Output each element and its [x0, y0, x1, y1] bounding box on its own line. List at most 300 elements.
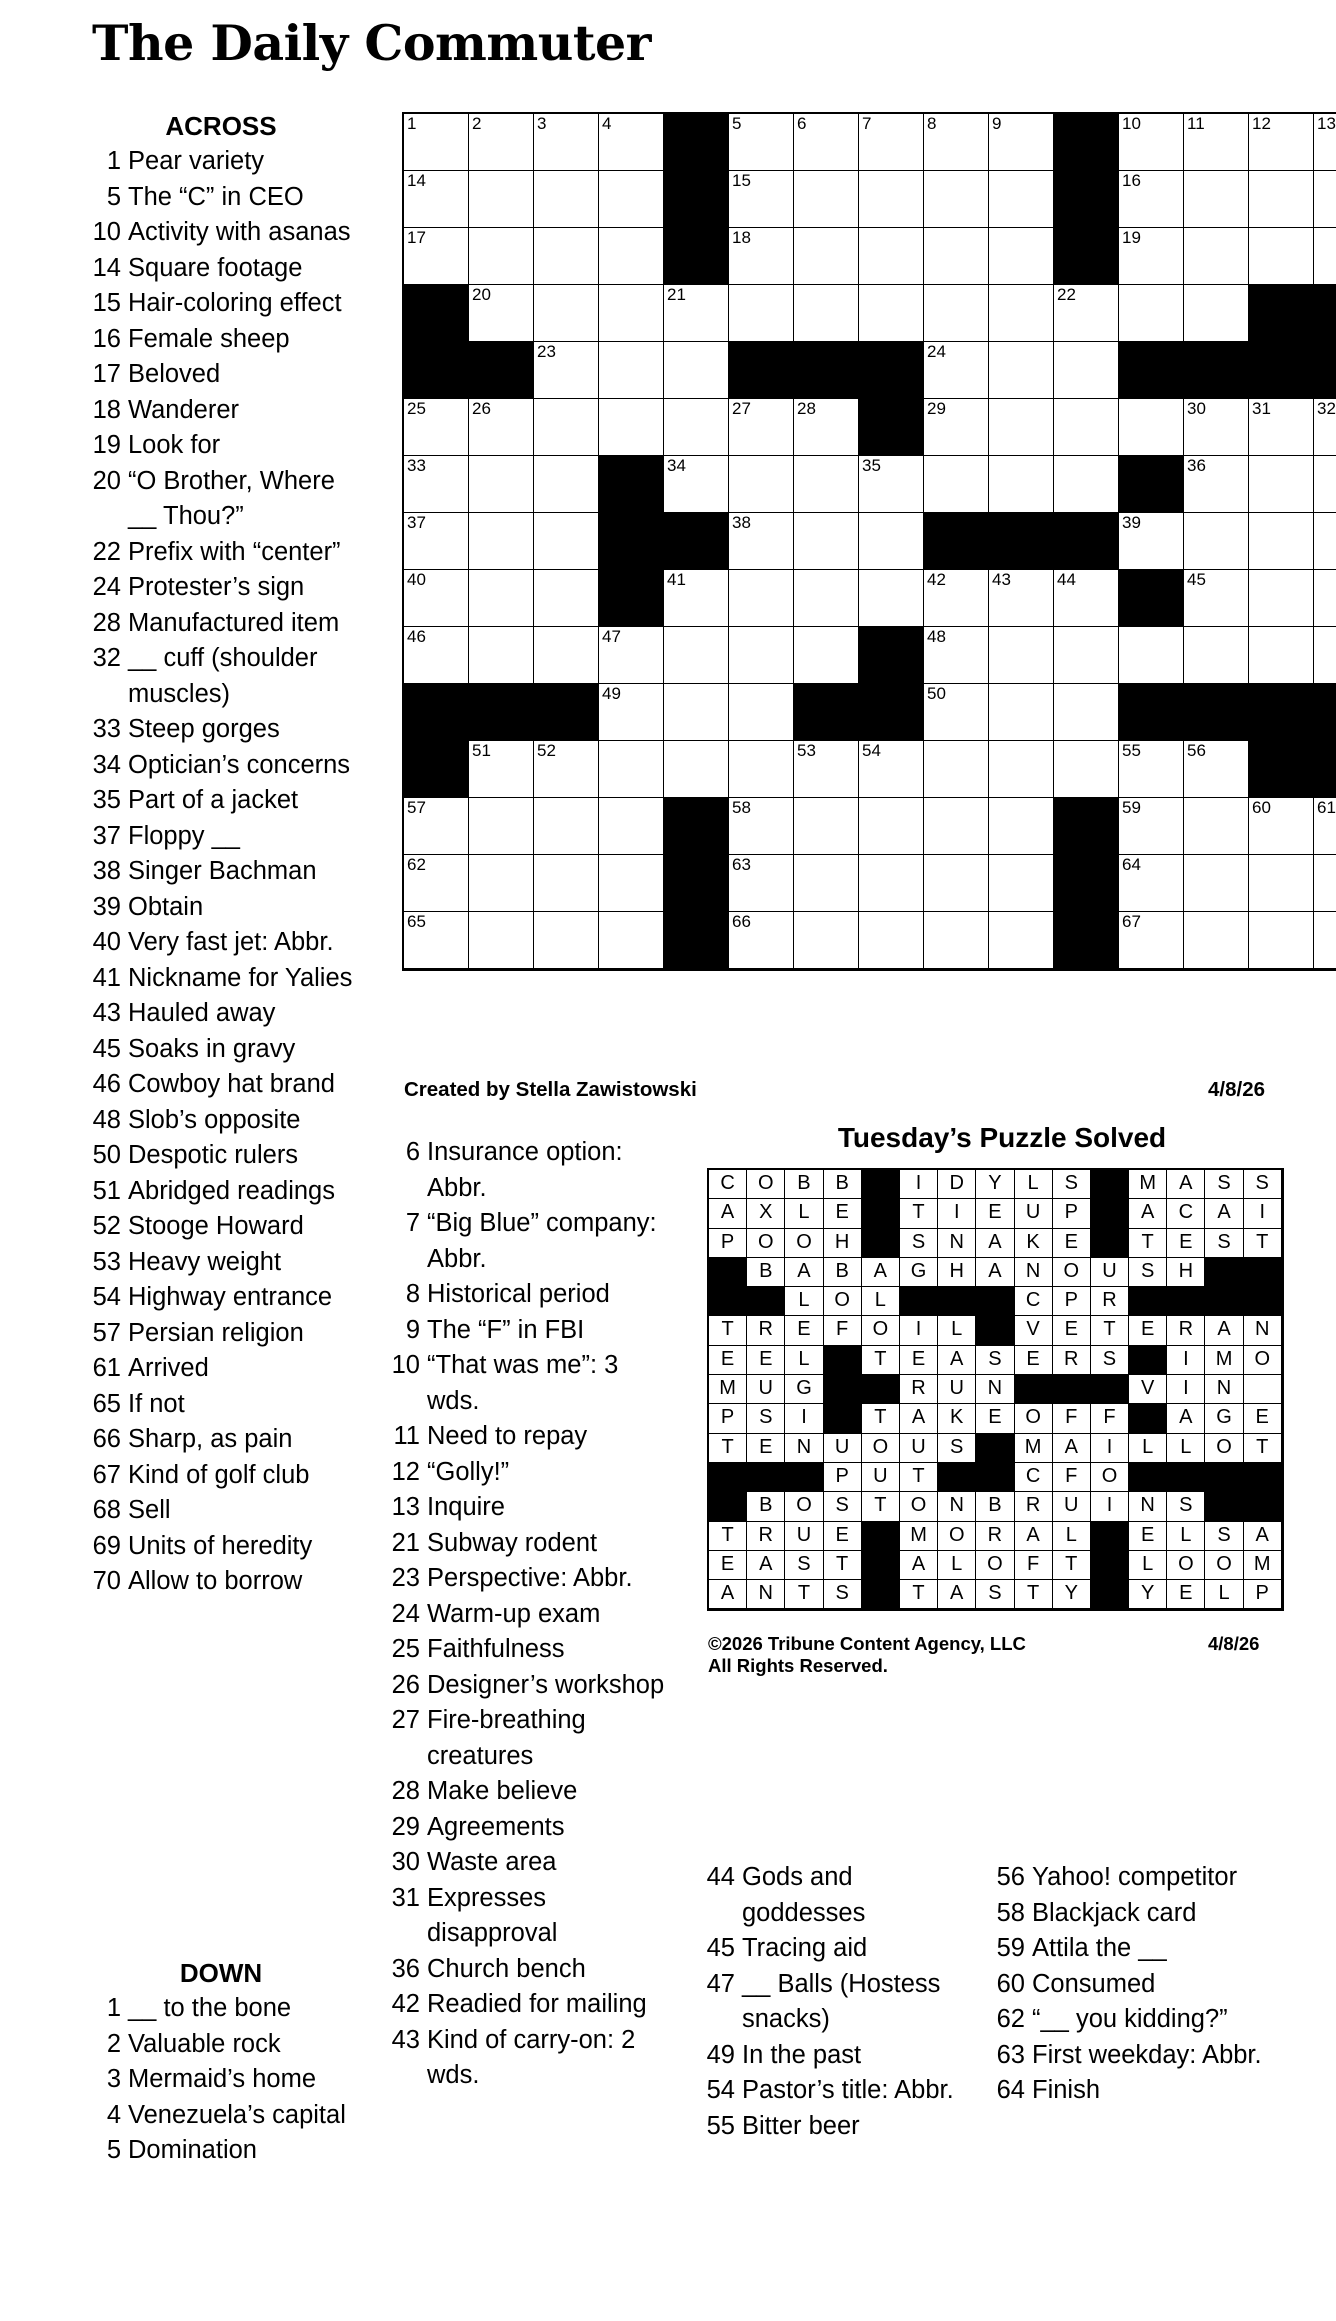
grid-cell[interactable]: [599, 741, 664, 798]
solved-cell: O: [1053, 1258, 1091, 1287]
grid-cell-number: 18: [732, 228, 751, 247]
grid-cell[interactable]: [469, 741, 534, 798]
grid-cell[interactable]: [404, 912, 469, 969]
grid-cell[interactable]: [1054, 342, 1119, 399]
grid-cell[interactable]: [729, 627, 794, 684]
grid-cell[interactable]: [989, 114, 1054, 171]
solved-cell: I: [1167, 1375, 1205, 1404]
grid-cell-block: [599, 456, 664, 513]
grid-cell[interactable]: [989, 912, 1054, 969]
clue-number: 12: [391, 1457, 420, 1486]
grid-cell[interactable]: [989, 798, 1054, 855]
grid-cell[interactable]: [1119, 513, 1184, 570]
grid-cell[interactable]: [599, 342, 664, 399]
grid-cell[interactable]: [599, 285, 664, 342]
clue-item: [385, 1490, 675, 1526]
grid-cell-block: [1119, 456, 1184, 513]
solved-cell-block: [862, 1580, 900, 1609]
clue-number: 19: [92, 431, 121, 459]
grid-cell[interactable]: [859, 855, 924, 912]
grid-cell[interactable]: [989, 684, 1054, 741]
clue-item: [385, 1632, 675, 1668]
grid-cell[interactable]: [1054, 684, 1119, 741]
solved-cell: N: [785, 1434, 823, 1463]
grid-cell[interactable]: [404, 570, 469, 627]
grid-cell[interactable]: [859, 912, 924, 969]
grid-cell[interactable]: [794, 912, 859, 969]
grid-cell[interactable]: [599, 855, 664, 912]
solved-cell: N: [1129, 1492, 1167, 1521]
grid-cell[interactable]: [1314, 171, 1336, 228]
grid-cell[interactable]: [794, 798, 859, 855]
clue-text: Fire-breathing creatures: [427, 1706, 586, 1770]
grid-cell[interactable]: [1184, 912, 1249, 969]
solved-cell: U: [1053, 1492, 1091, 1521]
grid-cell[interactable]: [534, 741, 599, 798]
clue-item: [86, 2133, 356, 2169]
grid-cell[interactable]: [534, 456, 599, 513]
grid-cell[interactable]: [1249, 912, 1314, 969]
grid-cell[interactable]: [859, 456, 924, 513]
solved-cell: R: [976, 1522, 1014, 1551]
grid-cell[interactable]: [729, 684, 794, 741]
solved-cell: H: [1167, 1258, 1205, 1287]
copyright-line-1: ©2026 Tribune Content Agency, LLC: [708, 1633, 1026, 1654]
clue-text: Heavy weight: [128, 1247, 282, 1276]
grid-cell[interactable]: [1314, 114, 1336, 171]
clue-item: [86, 819, 356, 855]
grid-cell[interactable]: [1184, 513, 1249, 570]
clue-number: 51: [92, 1176, 121, 1205]
grid-cell[interactable]: [1314, 456, 1336, 513]
solved-cell: U: [785, 1522, 823, 1551]
solved-cell: E: [1167, 1229, 1205, 1258]
grid-cell[interactable]: [794, 228, 859, 285]
grid-cell[interactable]: [469, 399, 534, 456]
grid-cell-number: 5: [732, 114, 742, 133]
solved-cell: P: [709, 1229, 747, 1258]
grid-cell[interactable]: [1184, 171, 1249, 228]
grid-cell[interactable]: [924, 570, 989, 627]
grid-cell[interactable]: [729, 399, 794, 456]
clue-item: [86, 357, 356, 393]
grid-cell[interactable]: [794, 855, 859, 912]
grid-cell[interactable]: [924, 171, 989, 228]
grid-cell[interactable]: [1119, 171, 1184, 228]
grid-cell[interactable]: [1184, 570, 1249, 627]
grid-cell[interactable]: [664, 285, 729, 342]
grid-cell[interactable]: [1184, 114, 1249, 171]
grid-cell[interactable]: [729, 855, 794, 912]
solved-cell: E: [1129, 1522, 1167, 1551]
grid-cell[interactable]: [534, 114, 599, 171]
grid-cell-number: 43: [992, 570, 1011, 589]
grid-cell[interactable]: [1314, 798, 1336, 855]
grid-cell[interactable]: [469, 855, 534, 912]
grid-cell[interactable]: [469, 627, 534, 684]
grid-cell[interactable]: [1249, 570, 1314, 627]
grid-cell[interactable]: [859, 798, 924, 855]
grid-cell[interactable]: [1184, 456, 1249, 513]
grid-cell[interactable]: [1184, 798, 1249, 855]
grid-cell[interactable]: [469, 456, 534, 513]
solved-cell: S: [824, 1580, 862, 1609]
grid-cell-number: 57: [407, 798, 426, 817]
solved-cell-block: [1244, 1463, 1282, 1492]
grid-cell[interactable]: [469, 912, 534, 969]
grid-cell[interactable]: [729, 570, 794, 627]
clue-item: [990, 1896, 1280, 1932]
grid-cell[interactable]: [1184, 285, 1249, 342]
grid-cell[interactable]: [924, 285, 989, 342]
grid-cell[interactable]: [1249, 228, 1314, 285]
grid-cell[interactable]: [1314, 855, 1336, 912]
grid-cell[interactable]: [794, 171, 859, 228]
grid-cell[interactable]: [924, 798, 989, 855]
grid-cell[interactable]: [534, 627, 599, 684]
solved-cell-block: [938, 1287, 976, 1316]
solved-cell-block: [1167, 1287, 1205, 1316]
grid-cell[interactable]: [664, 342, 729, 399]
grid-cell[interactable]: [794, 627, 859, 684]
grid-cell[interactable]: [1119, 912, 1184, 969]
clue-item: [385, 1277, 675, 1313]
grid-cell[interactable]: [534, 513, 599, 570]
solved-cell: O: [900, 1492, 938, 1521]
grid-cell[interactable]: [924, 228, 989, 285]
grid-cell[interactable]: [729, 912, 794, 969]
grid-cell[interactable]: [1054, 456, 1119, 513]
grid-cell-number: 17: [407, 228, 426, 247]
solved-cell-block: [709, 1287, 747, 1316]
solved-cell: C: [1167, 1199, 1205, 1228]
grid-cell[interactable]: [599, 399, 664, 456]
grid-cell[interactable]: [1119, 741, 1184, 798]
solved-grid: [707, 1168, 1284, 1611]
clue-number: 44: [706, 1863, 735, 1891]
grid-cell[interactable]: [599, 798, 664, 855]
grid-cell[interactable]: [469, 285, 534, 342]
grid-cell-number: 4: [602, 114, 612, 133]
grid-cell[interactable]: [1054, 570, 1119, 627]
solved-cell: E: [747, 1346, 785, 1375]
grid-cell[interactable]: [989, 399, 1054, 456]
grid-cell[interactable]: [924, 912, 989, 969]
clue-text: Pear variety: [128, 147, 265, 175]
clue-item: [385, 1313, 675, 1349]
grid-cell[interactable]: [1314, 513, 1336, 570]
grid-cell[interactable]: [1314, 627, 1336, 684]
clue-item: [86, 783, 356, 819]
grid-cell-block: [1249, 684, 1314, 741]
solved-cell: A: [1015, 1522, 1053, 1551]
clue-number: 66: [92, 1425, 121, 1453]
solved-cell-block: [1091, 1229, 1129, 1258]
puzzle-credit: Created by Stella Zawistowski: [404, 1078, 697, 1101]
clue-text: If not: [128, 1389, 185, 1418]
grid-cell[interactable]: [1249, 513, 1314, 570]
grid-cell[interactable]: [469, 798, 534, 855]
solved-cell: [1244, 1375, 1282, 1404]
solved-cell: O: [747, 1170, 785, 1199]
solved-cell-block: [824, 1346, 862, 1375]
grid-cell-number: 20: [472, 285, 491, 304]
grid-cell[interactable]: [1119, 114, 1184, 171]
solved-cell: S: [824, 1492, 862, 1521]
grid-cell[interactable]: [989, 741, 1054, 798]
grid-cell[interactable]: [469, 114, 534, 171]
grid-cell[interactable]: [599, 114, 664, 171]
grid-cell[interactable]: [534, 798, 599, 855]
solved-cell-block: [1091, 1170, 1129, 1199]
grid-cell-number: 13: [1317, 114, 1336, 133]
grid-cell[interactable]: [664, 456, 729, 513]
grid-cell-number: 33: [407, 456, 426, 475]
grid-cell-block: [1249, 285, 1314, 342]
grid-cell[interactable]: [1054, 399, 1119, 456]
grid-cell-number: 32: [1317, 399, 1336, 418]
solved-cell: P: [709, 1404, 747, 1433]
grid-cell[interactable]: [534, 570, 599, 627]
solved-cell: N: [1015, 1258, 1053, 1287]
grid-cell[interactable]: [1249, 798, 1314, 855]
clue-number: 53: [92, 1247, 121, 1276]
grid-cell[interactable]: [989, 855, 1054, 912]
grid-cell[interactable]: [599, 228, 664, 285]
clue-text: “Big Blue” company: Abbr.: [427, 1209, 657, 1273]
grid-cell[interactable]: [1249, 456, 1314, 513]
grid-cell[interactable]: [729, 171, 794, 228]
grid-cell[interactable]: [859, 741, 924, 798]
grid-cell[interactable]: [794, 741, 859, 798]
clue-number: 33: [92, 715, 121, 743]
grid-cell[interactable]: [729, 114, 794, 171]
solved-cell-block: [785, 1463, 823, 1492]
clue-number: 1: [106, 1994, 121, 2022]
grid-cell[interactable]: [469, 171, 534, 228]
solved-cell-block: [1205, 1492, 1243, 1521]
grid-cell[interactable]: [404, 456, 469, 513]
grid-cell[interactable]: [859, 171, 924, 228]
grid-cell[interactable]: [664, 684, 729, 741]
grid-cell[interactable]: [1249, 627, 1314, 684]
grid-cell[interactable]: [1119, 798, 1184, 855]
clue-text: Square footage: [128, 253, 303, 282]
grid-cell[interactable]: [404, 798, 469, 855]
grid-cell[interactable]: [989, 285, 1054, 342]
grid-cell[interactable]: [794, 570, 859, 627]
grid-cell[interactable]: [924, 684, 989, 741]
grid-cell[interactable]: [1119, 228, 1184, 285]
grid-cell[interactable]: [1314, 228, 1336, 285]
clue-item: [86, 251, 356, 287]
grid-cell[interactable]: [599, 912, 664, 969]
grid-cell[interactable]: [404, 114, 469, 171]
grid-cell[interactable]: [404, 171, 469, 228]
clue-number: 43: [391, 2025, 420, 2054]
solved-cell-block: [976, 1463, 1014, 1492]
solved-cell: S: [1244, 1170, 1282, 1199]
grid-cell[interactable]: [989, 228, 1054, 285]
grid-cell[interactable]: [1119, 285, 1184, 342]
grid-cell[interactable]: [1119, 399, 1184, 456]
grid-cell[interactable]: [1249, 114, 1314, 171]
grid-cell[interactable]: [404, 399, 469, 456]
grid-cell[interactable]: [924, 741, 989, 798]
solved-cell-block: [1053, 1375, 1091, 1404]
solved-cell: T: [1244, 1434, 1282, 1463]
grid-cell[interactable]: [794, 513, 859, 570]
grid-cell[interactable]: [859, 114, 924, 171]
solved-cell: G: [900, 1258, 938, 1287]
grid-cell-number: 51: [472, 741, 491, 760]
clue-number: 59: [996, 1934, 1025, 1962]
grid-cell[interactable]: [989, 342, 1054, 399]
clue-number: 57: [92, 1318, 121, 1347]
clue-item: [86, 535, 356, 571]
grid-cell-number: 1: [407, 114, 417, 133]
grid-cell[interactable]: [1314, 570, 1336, 627]
grid-cell[interactable]: [599, 684, 664, 741]
grid-cell-number: 22: [1057, 285, 1076, 304]
grid-cell[interactable]: [404, 513, 469, 570]
grid-cell[interactable]: [794, 456, 859, 513]
grid-cell-number: 12: [1252, 114, 1271, 133]
grid-cell[interactable]: [469, 228, 534, 285]
grid-cell[interactable]: [924, 114, 989, 171]
grid-cell[interactable]: [664, 627, 729, 684]
grid-cell[interactable]: [534, 228, 599, 285]
grid-cell[interactable]: [924, 627, 989, 684]
clue-number: 21: [391, 1528, 420, 1557]
clue-item: [86, 1458, 356, 1494]
clue-text: Obtain: [128, 892, 204, 921]
grid-cell[interactable]: [729, 741, 794, 798]
clue-item: [385, 1455, 675, 1491]
solved-cell: O: [976, 1551, 1014, 1580]
clue-item: [990, 2073, 1280, 2109]
grid-cell[interactable]: [469, 513, 534, 570]
clue-number: 18: [92, 395, 121, 424]
grid-cell[interactable]: [729, 456, 794, 513]
grid-cell[interactable]: [534, 342, 599, 399]
grid-cell[interactable]: [534, 855, 599, 912]
grid-cell[interactable]: [1184, 399, 1249, 456]
grid-cell[interactable]: [1314, 912, 1336, 969]
grid-cell[interactable]: [729, 513, 794, 570]
grid-cell[interactable]: [599, 627, 664, 684]
grid-cell[interactable]: [404, 627, 469, 684]
grid-cell[interactable]: [404, 228, 469, 285]
clue-number: 9: [405, 1315, 420, 1344]
grid-cell[interactable]: [1249, 399, 1314, 456]
grid-cell[interactable]: [1314, 399, 1336, 456]
solved-cell-block: [1129, 1287, 1167, 1316]
clue-text: Venezuela’s capital: [128, 2100, 346, 2129]
grid-cell-block: [859, 342, 924, 399]
grid-cell-number: 52: [537, 741, 556, 760]
solved-cell: S: [747, 1404, 785, 1433]
grid-cell[interactable]: [1184, 855, 1249, 912]
across-clue-list: [86, 108, 356, 1600]
clue-number: 16: [92, 324, 121, 353]
grid-cell[interactable]: [859, 513, 924, 570]
grid-cell[interactable]: [989, 627, 1054, 684]
grid-cell[interactable]: [859, 570, 924, 627]
grid-cell[interactable]: [1119, 855, 1184, 912]
clue-number: 68: [92, 1496, 121, 1524]
solved-cell-block: [1091, 1580, 1129, 1609]
grid-cell[interactable]: [664, 399, 729, 456]
grid-cell[interactable]: [1054, 285, 1119, 342]
grid-cell[interactable]: [989, 171, 1054, 228]
clue-text: Optician’s concerns: [128, 750, 351, 779]
solved-cell: S: [1053, 1170, 1091, 1199]
grid-cell[interactable]: [534, 285, 599, 342]
grid-cell[interactable]: [924, 456, 989, 513]
solved-cell: S: [976, 1346, 1014, 1375]
grid-cell-block: [1184, 684, 1249, 741]
grid-cell[interactable]: [1184, 228, 1249, 285]
grid-cell[interactable]: [664, 570, 729, 627]
grid-cell[interactable]: [989, 456, 1054, 513]
clue-item: [86, 925, 356, 961]
grid-cell[interactable]: [989, 570, 1054, 627]
grid-cell[interactable]: [534, 399, 599, 456]
grid-cell[interactable]: [1054, 741, 1119, 798]
solved-cell: E: [1244, 1404, 1282, 1433]
grid-cell-block: [664, 855, 729, 912]
solved-cell: L: [1129, 1434, 1167, 1463]
clue-item: [86, 2098, 356, 2134]
grid-cell[interactable]: [859, 285, 924, 342]
crossword-grid[interactable]: [402, 112, 1336, 971]
grid-cell[interactable]: [534, 171, 599, 228]
grid-cell[interactable]: [599, 171, 664, 228]
grid-cell[interactable]: [794, 285, 859, 342]
grid-cell[interactable]: [664, 741, 729, 798]
grid-cell[interactable]: [1184, 741, 1249, 798]
down-clue-list-3: [700, 1860, 965, 2144]
grid-cell[interactable]: [404, 855, 469, 912]
grid-cell-number: 42: [927, 570, 946, 589]
solved-cell: A: [900, 1551, 938, 1580]
grid-cell[interactable]: [729, 228, 794, 285]
solved-cell: Y: [976, 1170, 1014, 1199]
grid-cell[interactable]: [924, 399, 989, 456]
grid-cell[interactable]: [924, 342, 989, 399]
solved-cell: A: [862, 1258, 900, 1287]
grid-cell[interactable]: [924, 855, 989, 912]
grid-cell[interactable]: [794, 114, 859, 171]
grid-cell[interactable]: [794, 399, 859, 456]
grid-cell[interactable]: [534, 912, 599, 969]
solved-cell: O: [785, 1229, 823, 1258]
clue-text: Persian religion: [128, 1318, 304, 1347]
grid-cell[interactable]: [1249, 855, 1314, 912]
grid-cell[interactable]: [729, 798, 794, 855]
grid-cell[interactable]: [729, 285, 794, 342]
clue-text: Look for: [128, 431, 221, 459]
grid-cell[interactable]: [1184, 627, 1249, 684]
solved-cell: L: [785, 1199, 823, 1228]
grid-cell[interactable]: [1119, 627, 1184, 684]
grid-cell-number: 25: [407, 399, 426, 418]
grid-cell[interactable]: [1054, 627, 1119, 684]
grid-cell[interactable]: [469, 570, 534, 627]
grid-cell[interactable]: [859, 228, 924, 285]
grid-cell[interactable]: [1249, 171, 1314, 228]
